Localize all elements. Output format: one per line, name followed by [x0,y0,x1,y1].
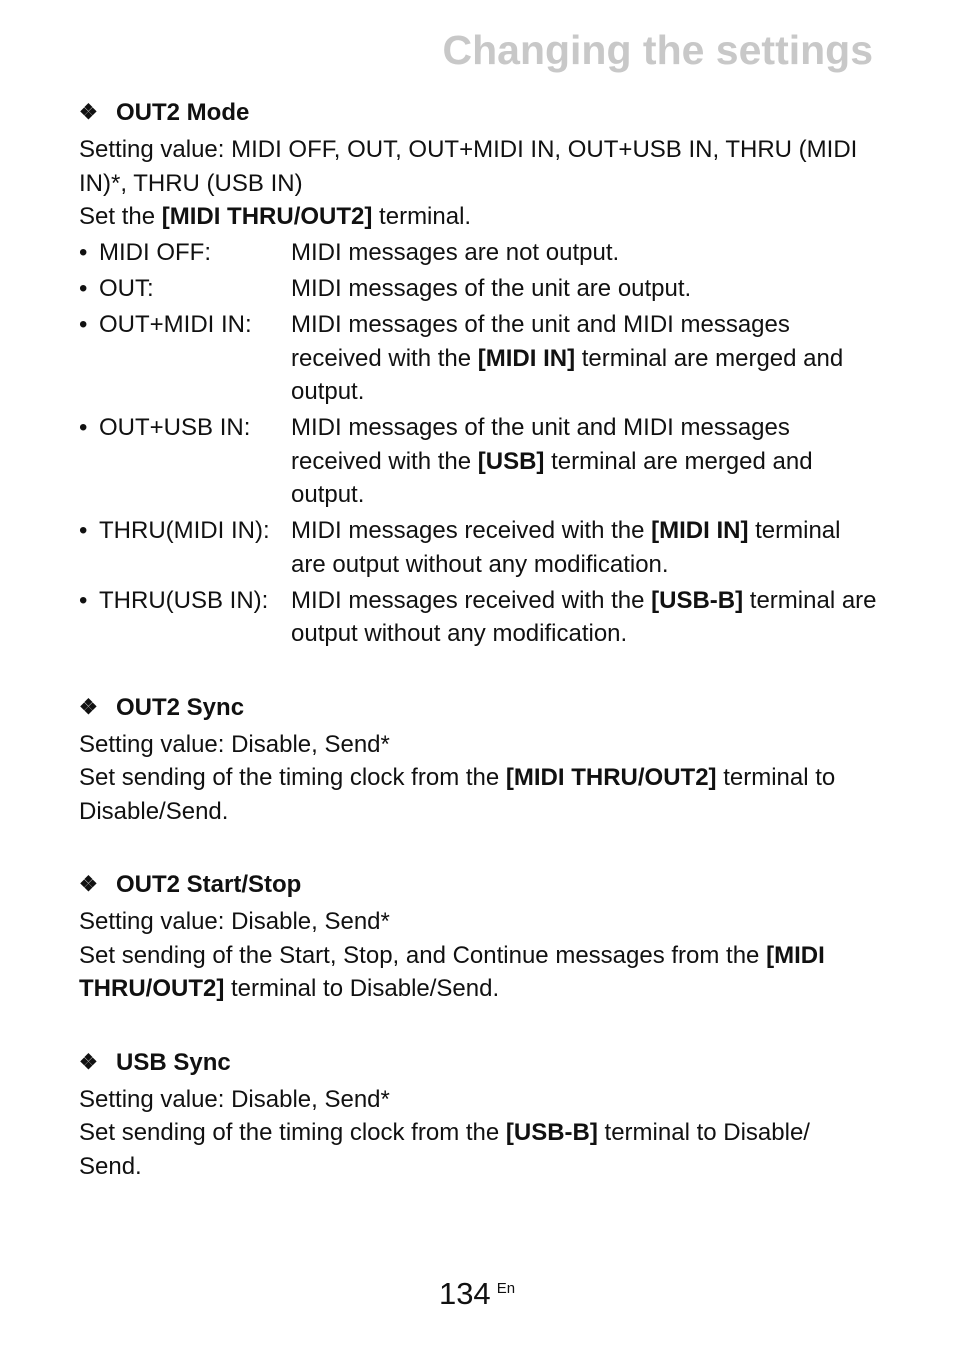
page-footer [0,1276,954,1312]
section-heading: USB Sync [116,1048,231,1076]
section-out2-sync [79,688,879,829]
setting-value: Setting value: Disable, Send* [79,1085,390,1113]
option-list [79,236,879,651]
bullet-icon: • [79,311,88,338]
option-term: THRU(MIDI IN): [99,517,270,544]
option-term: THRU(USB IN): [99,586,269,614]
diamond-ornament-icon: ❖ [79,101,98,124]
list-item [79,308,879,409]
section-out2-mode [79,93,879,651]
option-description: MIDI messages received with the [USB-B] terminal are output without any modification. [291,586,877,647]
option-description: MIDI messages received with the [MIDI IN] terminal are output without any modification. [291,517,841,578]
option-term: OUT: [99,275,154,302]
section-heading: OUT2 Mode [116,99,250,126]
section-description: Set sending of the timing clock from the [USB-B] terminal to Disable/ Send. [79,1119,810,1180]
option-term: OUT+USB IN: [99,414,251,441]
section-description: Set sending of the Start, Stop, and Continue messages from the [MIDI THRU/OUT2] terminal to Disable/Send. [79,941,825,1002]
option-description: MIDI messages of the unit and MIDI messages received with the [USB] terminal are merged and output. [291,414,813,508]
diamond-ornament-icon: ❖ [79,695,98,719]
section-description: Set the [MIDI THRU/OUT2] terminal. [79,203,472,230]
page-title: Changing the settings [442,27,873,73]
section-usb-sync [79,1043,879,1184]
option-term: MIDI OFF: [99,239,211,266]
option-description: MIDI messages of the unit and MIDI messages received with the [MIDI IN] terminal are merged and output. [291,311,844,405]
bullet-icon: • [79,586,88,614]
list-item [79,236,879,270]
bullet-icon: • [79,414,88,441]
list-item [79,584,879,651]
page-content [79,93,879,1220]
bullet-icon: • [79,517,88,544]
setting-value: Setting value: MIDI OFF, OUT, OUT+MIDI IN, OUT+USB IN, THRU (MIDI IN)*, THRU (USB IN) [79,136,858,197]
section-description: Set sending of the timing clock from the [MIDI THRU/OUT2] terminal to Disable/Send. [79,764,836,825]
setting-value: Setting value: Disable, Send* [79,730,390,758]
bullet-icon: • [79,275,88,302]
page-number: 134 [438,1276,491,1311]
list-item [79,411,879,512]
option-description: MIDI messages are not output. [291,239,620,266]
list-item [79,272,879,306]
language-code: En [496,1280,516,1297]
list-item [79,514,879,581]
section-heading: OUT2 Start/Stop [116,871,302,898]
diamond-ornament-icon: ❖ [79,873,98,896]
setting-value: Setting value: Disable, Send* [79,908,390,935]
section-heading: OUT2 Sync [116,693,245,721]
bullet-icon: • [79,239,88,266]
option-term: OUT+MIDI IN: [99,311,252,338]
section-out2-start-stop [79,865,879,1006]
diamond-ornament-icon: ❖ [79,1050,98,1074]
option-description: MIDI messages of the unit are output. [291,275,692,302]
